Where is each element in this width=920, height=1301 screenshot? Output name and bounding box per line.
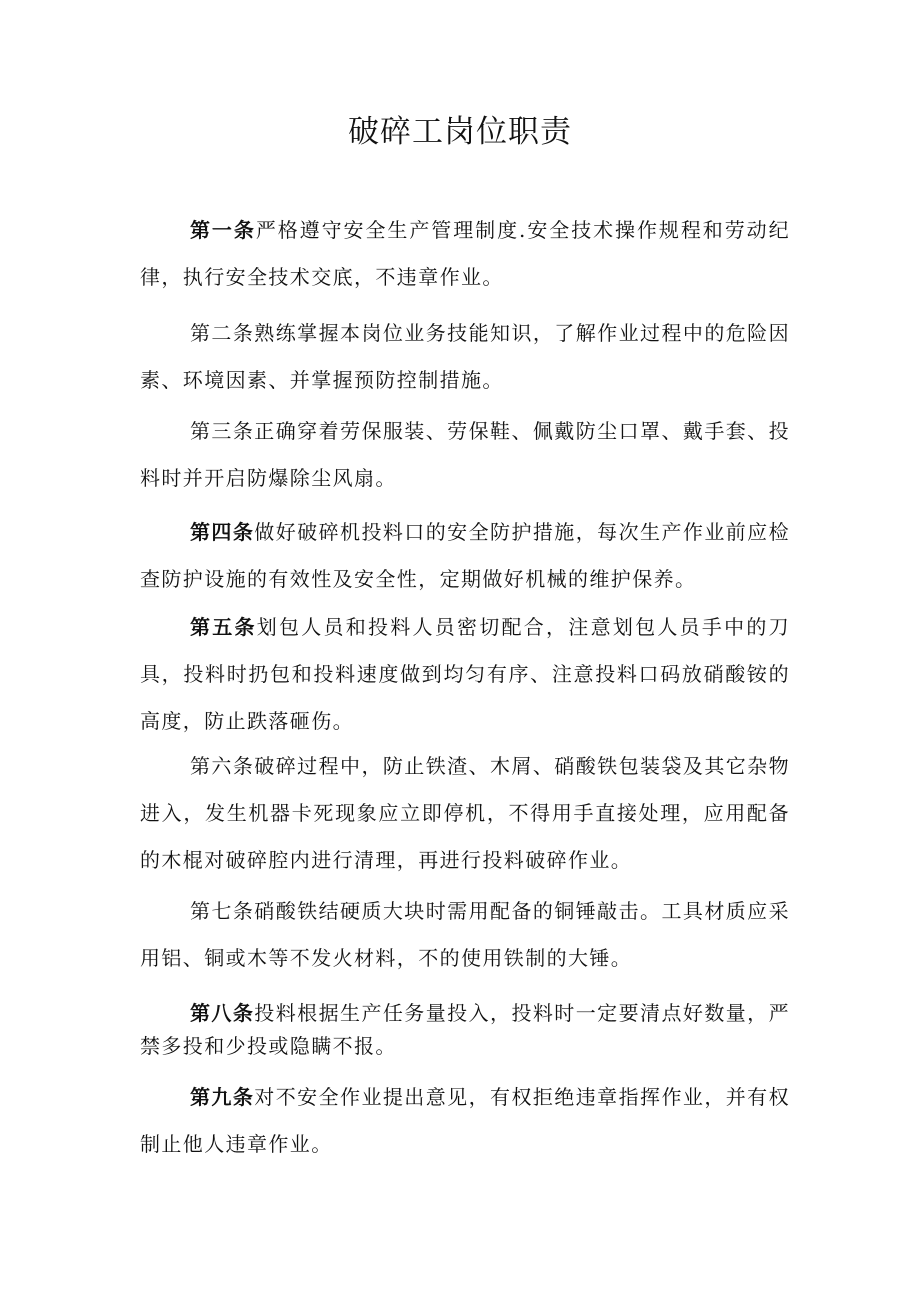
article-7 — [140, 888, 790, 982]
article-text: 投料根据生产任务量投入，投料时一定要清点好数量，严禁多投和少投或隐瞒不报。 — [140, 1001, 791, 1058]
article-text: 熟练掌握本岗位业务技能知识，了解作业过程中的危险因素、环境因素、并掌握预防控制措施。 — [140, 321, 791, 392]
article-1 — [140, 207, 790, 301]
article-label: 第八条 — [190, 1001, 255, 1025]
document-title: 破碎工岗位职责 — [348, 114, 572, 150]
article-text: 对不安全作业提出意见，有权拒绝违章指挥作业，并有权制止他人违章作业。 — [140, 1085, 791, 1156]
article-text: 严格遵守安全生产管理制度.安全技术操作规程和劳动纪律，执行安全技术交底，不违章作业。 — [140, 218, 791, 289]
article-label: 第五条 — [190, 615, 257, 639]
article-label: 第九条 — [190, 1085, 255, 1109]
article-label: 第一条 — [190, 218, 256, 242]
article-8 — [140, 997, 790, 1063]
article-label: 第七条 — [190, 899, 255, 923]
article-9 — [140, 1074, 790, 1168]
article-5 — [140, 604, 790, 745]
article-label: 第三条 — [190, 419, 255, 443]
article-label: 第二条 — [190, 321, 255, 345]
article-3 — [140, 408, 790, 502]
article-text: 做好破碎机投料口的安全防护措施，每次生产作业前应检查防护设施的有效性及安全性，定期做好机械的维护保养。 — [140, 520, 791, 591]
article-text: 正确穿着劳保服装、劳保鞋、佩戴防尘口罩、戴手套、投料时并开启防爆除尘风扇。 — [140, 419, 791, 490]
article-4 — [140, 509, 790, 603]
article-text: 划包人员和投料人员密切配合，注意划包人员手中的刀具，投料时扔包和投料速度做到均匀有序、注意投料口码放硝酸铵的高度，防止跌落砸伤。 — [140, 615, 790, 733]
article-text: 硝酸铁结硬质大块时需用配备的铜锤敲击。工具材质应采用铝、铜或木等不发火材料，不的使用铁制的大锤。 — [140, 899, 791, 970]
article-label: 第四条 — [190, 520, 255, 544]
article-text: 破碎过程中，防止铁渣、木屑、硝酸铁包装袋及其它杂物进入，发生机器卡死现象应立即停机，不得用手直接处理，应用配备的木棍对破碎腔内进行清理，再进行投料破碎作业。 — [140, 754, 791, 872]
article-2 — [140, 310, 790, 404]
article-6 — [140, 743, 790, 884]
article-label: 第六条 — [190, 754, 255, 778]
